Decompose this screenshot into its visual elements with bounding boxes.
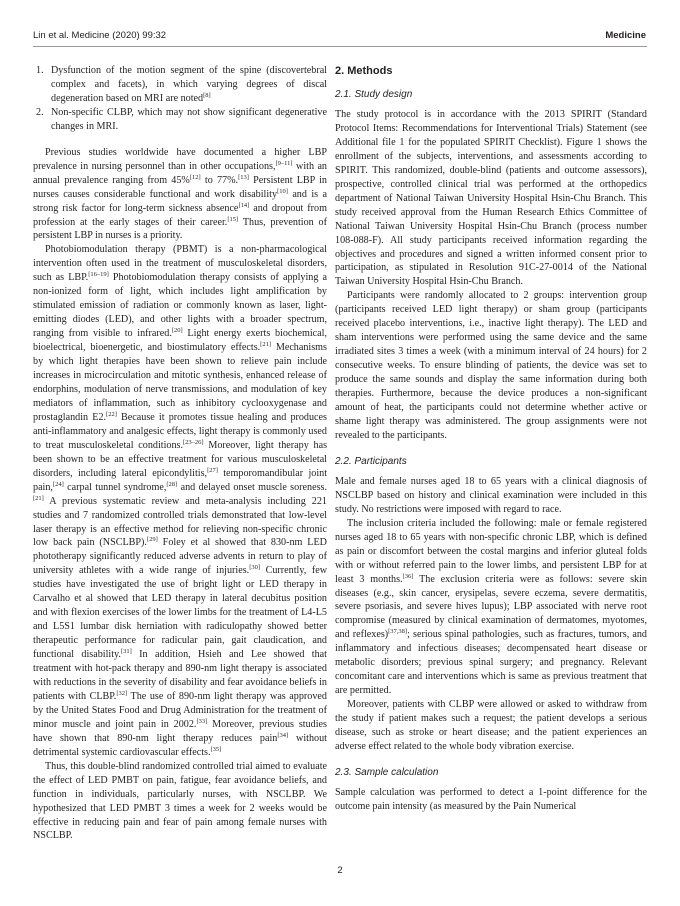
paragraph-inclusion-criteria: The inclusion criteria included the following: male or female registered nurses aged 18 to 65 years with non-specific chronic LBP, which is defined as pain or discomfort between the costal margins and inferior gluteal folds with or without referred pain to the lower limbs, and persistent LBP for at least 3 months.[36] The exclusion criteria were as follows: severe skin diseases (e.g., skin cancer, erysipelas, severe eczema, severe dermatitis, severe psoriasis, and severe hives lupus); LBP associated with nerve root compromise (measured by clinical examination of dermatomes, myotomes, and reflexes)[37,38]; serious spinal pathologies, such as fractures, tumors, and inflammatory and infectious diseases; decompensated heart disease or metabolic disorders; previous spinal surgery; and pregnancy. Relevant concomitant care and interventions which is same as previous treatment that are permitted. — [335, 517, 647, 697]
header-rule — [33, 46, 647, 47]
list-item — [33, 64, 327, 106]
list-text: Dysfunction of the motion segment of the spine (discovertebral complex and facets), in which varying degrees of discal degeneration based on MRI are noted — [51, 65, 327, 104]
citation-ref: [8] — [203, 91, 211, 99]
paragraph-lbp-prevalence: Previous studies worldwide have documented a higher LBP prevalence in nursing personnel than in other occupations,[9–11] with an annual prevalence ranging from 45%[12] to 77%.[13] Persistent LBP in nurses causes considerable functional and work disability[10] and is a strong risk factor for long-term sickness absence[14] and dropout from profession at the early stages of their career.[15] Thus, prevention of persistent LBP in nurses is a priority. — [33, 146, 327, 242]
numbered-list — [33, 64, 327, 134]
paragraph-randomization: Participants were randomly allocated to 2 groups: intervention group (participants received LED light therapy) or sham group (participants received placebo interventions, i.e., inactive light therapy). The LED and sham interventions were performed using the same device and the same irradiated sites 3 times a week (with a minimum interval of 24 hours) for 2 consecutive weeks. To ensure blinding of patients, the device was set to produce the same sounds and display the same information during both therapies. Furthermore, because the device produces a non-significant amount of heat, the participants could not determine whether active or shame light therapy was administered. The group assignments were not revealed to the participants. — [335, 290, 647, 441]
paragraph-participants: Male and female nurses aged 18 to 65 years with a clinical diagnosis of NSCLBP based on history and clinical examination were included in this study. No restrictions were imposed with regard to race. — [335, 475, 647, 515]
running-header-journal: Medicine — [605, 30, 646, 41]
section-title: 2. Methods — [335, 65, 393, 77]
paragraph-sample-calculation: Sample calculation was performed to detect a 1-point difference for the outcome pain intensity (as measured by the Pain Numerical — [335, 786, 647, 812]
list-number: 2. — [36, 106, 44, 118]
paragraph-pbmt: Photobiomodulation therapy (PBMT) is a non-pharmacological intervention often used in the treatment of musculoskeletal disorders, such as LBP.[16–19] Photobiomodulation therapy consists of applying a non-ionized form of light, which includes light amplification by stimulated emission of radiation or commonly known as laser, light-emitting diodes (LED), and other lights with a broader spectrum, ranging from visible to infrared.[20] Light energy exerts biochemical, bioelectrical, bioenergetic, and biostimulatory effects.[21] Mechanisms by which light therapies have been shown to relieve pain include increases in microcirculation and mitotic synthesis, enhanced release of endorphins, modulation of nerve transmissions, and modulation of key mediators of inflammation, such as inhibitory cyclooxygenase and prostaglandin E2.[22] Because it promotes tissue healing and produces anti-inflammatory and analgesic effects, light therapy is commonly used to treat musculoskeletal conditions.[23–26] Moreover, light therapy has been shown to be an effective treatment for various musculoskeletal disorders, including lateral epicondylitis,[27] temporomandibular joint pain,[24] carpal tunnel syndrome,[28] and delayed onset muscle soreness.[21] A previous systematic review and meta-analysis including 221 studies and 7 randomized controlled trials demonstrated that low-level laser therapy is an effective method for relieving non-specific chronic low back pain (NSCLBP).[29] Foley et al showed that 830-nm LED phototherapy significantly reduced adverse advents in return to play of university athletes with a wide range of injuries.[30] Currently, few studies have investigated the use of bright light or LED therapy in Carvalho et al showed that LED therapy in lateral decubitus position and with flexion exercises of the lower limbs for the treatment of L4-L5 and L5S1 lumbar disk herniation with radiculopathy showed better therapeutic performance for radicular pain, gait claudication, and functional disability.[31] In addition, Hsieh and Lee showed that treatment with hot-pack therapy and 890-nm light therapy is associated with reductions in the severity of disability and fear avoidance beliefs in patients with CLBP.[32] The use of 890-nm light therapy was approved by the United States Food and Drug Administration for the treatment of minor muscle and joint pain in 2002.[33] Moreover, previous studies have shown that 890-nm light therapy reduces pain[34] without detrimental systemic cardiovascular effects.[35] — [33, 244, 328, 758]
list-text: Non-specific CLBP, which may not show significant degenerative changes in MRI. — [51, 106, 327, 132]
running-header-citation: Lin et al. Medicine (2020) 99:32 — [33, 30, 167, 41]
paragraph-withdrawal: Moreover, patients with CLBP were allowed or asked to withdraw from the study if patient makes such a request; the patient develops a serious disease, such as stroke or heart disease; and the patient experiences an adverse effect related to the whole body vibration exercise. — [335, 699, 647, 752]
left-column — [33, 64, 327, 843]
paragraph-study-protocol: The study protocol is in accordance with the 2013 SPIRIT (Standard Protocol Items: Recommendations for Interventional Trials) Statement (see Additional file 1 for the populated SPIRIT Checklist). Figure 1 shows the enrollment of the subjects, interventions, and assessments according to SPIRIT. This randomized, double-blind (patients and outcome assessors), prospective, controlled clinical trial was performed at the orthopedics department of National Taiwan University Hospital Hsin-Chu Branch. This study received approval from the Human Research Ethics Committee of National Taiwan University Hospital Hsin-Chu Branch (process number 108-088-F). All study participants received information regarding the objectives and procedures and signed a written informed consent prior to participation, as stipulated in Resolution 91C-27-0014 of the National Taiwan University Hospital Hsin-Chu Branch. — [335, 109, 647, 288]
page-number: 2 — [337, 865, 343, 876]
list-number: 1. — [36, 65, 44, 76]
right-column — [335, 64, 647, 814]
subsection-title: 2.2. Participants — [335, 455, 407, 467]
list-item — [33, 106, 327, 134]
paragraph-aim: Thus, this double-blind randomized controlled trial aimed to evaluate the effect of LED PMBT on pain, fatigue, fear avoidance beliefs, and function in individuals, particularly nurses, with NSCLBP. We hypothesized that LED PMBT 3 times a week for 2 weeks would be effective in reducing pain and fear of pain among female nurses with NSCLBP. — [33, 760, 327, 842]
subsection-title: 2.3. Sample calculation — [335, 766, 439, 778]
subsection-title: 2.1. Study design — [335, 89, 413, 100]
